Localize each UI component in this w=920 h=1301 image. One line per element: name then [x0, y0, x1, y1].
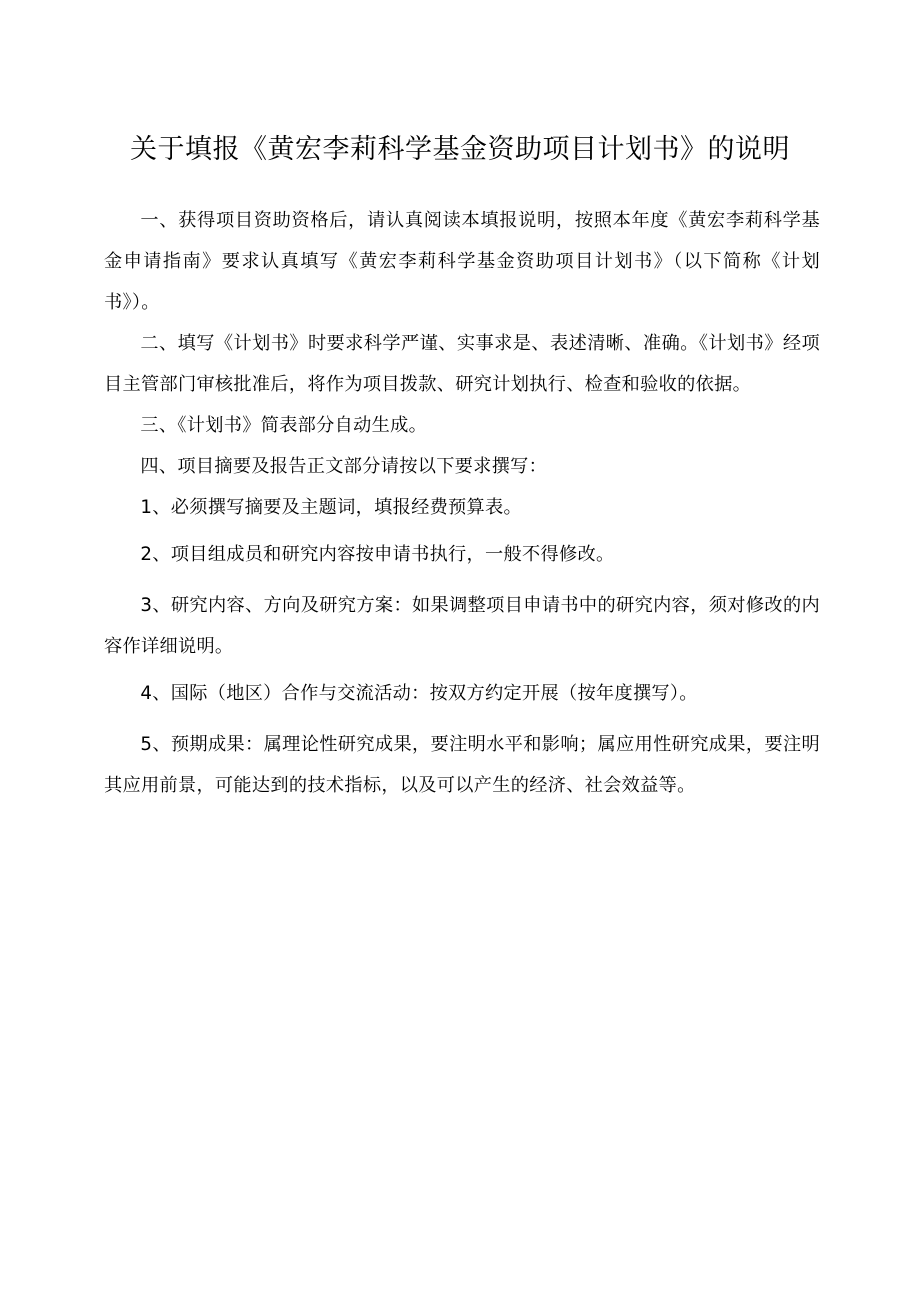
document-body	[104, 200, 820, 806]
list-item-4: 4、国际（地区）合作与交流活动：按双方约定开展（按年度撰写）。	[140, 683, 698, 704]
paragraph-2: 二、填写《计划书》时要求科学严谨、实事求是、表述清晰、准确。《计划书》经项目主管部门审核批准后，将作为项目拨款、研究计划执行、检查和验收的依据。	[104, 333, 820, 395]
paragraph-4: 四、项目摘要及报告正文部分请按以下要求撰写：	[140, 456, 548, 477]
document-title: 关于填报《黄宏李莉科学基金资助项目计划书》的说明	[130, 134, 790, 165]
paragraph-3: 三、《计划书》简表部分自动生成。	[140, 415, 428, 436]
paragraph-1: 一、获得项目资助资格后，请认真阅读本填报说明，按照本年度《黄宏李莉科学基金申请指南》要求认真填写《黄宏李莉科学基金资助项目计划书》（以下简称《计划书》）。	[104, 210, 820, 313]
list-item-3: 3、研究内容、方向及研究方案：如果调整项目申请书中的研究内容，须对修改的内容作详细说明。	[104, 595, 820, 657]
list-item-1: 1、必须撰写摘要及主题词，填报经费预算表。	[140, 497, 523, 518]
list-item-5: 5、预期成果：属理论性研究成果，要注明水平和影响；属应用性研究成果，要注明其应用前景，可能达到的技术指标，以及可以产生的经济、社会效益等。	[104, 734, 820, 796]
list-item-2: 2、项目组成员和研究内容按申请书执行，一般不得修改。	[140, 544, 615, 565]
